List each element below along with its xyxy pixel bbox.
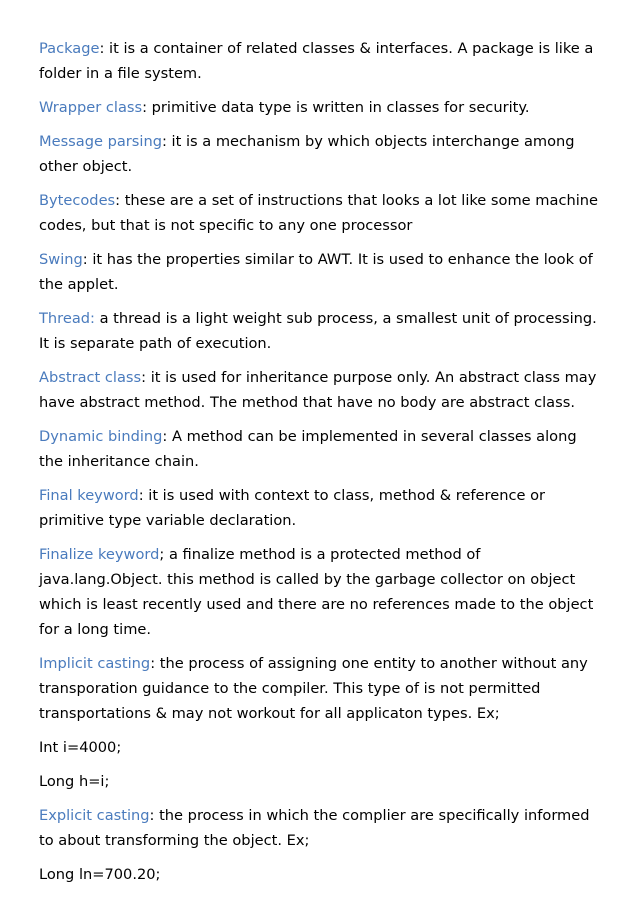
definition-text: ; a finalize method is a protected method of java.lang.Object. this method is called by the garbage collector on object which is least recently used and there are no references made to the object for a long time. xyxy=(39,546,594,638)
term-swing: Swing xyxy=(39,251,83,268)
definition-text: : it is a mechanism by which objects interchange among other object. xyxy=(39,133,575,175)
definition-text: : it is a container of related classes & interfaces. A package is like a folder in a file system. xyxy=(39,40,594,82)
definition-text: : the process in which the complier are specifically informed to about transforming the object. Ex; xyxy=(39,807,590,849)
definition-final-keyword xyxy=(39,483,599,533)
definition-text: : these are a set of instructions that looks a lot like some machine codes, but that is not specific to any one processor xyxy=(39,192,598,234)
term-abstract-class: Abstract class xyxy=(39,369,142,386)
term-wrapper-class: Wrapper class xyxy=(39,99,143,116)
definition-explicit-casting xyxy=(39,803,599,853)
code-line-int xyxy=(39,735,599,760)
definition-package xyxy=(39,36,599,86)
definition-text: : it is used for inheritance purpose only. An abstract class may have abstract method. The method that have no body are abstract class. xyxy=(39,369,597,411)
term-final-keyword: Final keyword xyxy=(39,487,139,504)
definition-wrapper-class xyxy=(39,95,599,120)
definition-bytecodes xyxy=(39,188,599,238)
code-line-long-h xyxy=(39,769,599,794)
term-finalize-keyword: Finalize keyword xyxy=(39,546,160,563)
term-explicit-casting: Explicit casting xyxy=(39,807,150,824)
term-dynamic-binding: Dynamic binding xyxy=(39,428,163,445)
definition-text: : the process of assigning one entity to another without any transporation guidance to the compiler. This type of is not permitted transportations & may not workout for all applicaton types. Ex; xyxy=(39,655,588,722)
term-package: Package xyxy=(39,40,100,57)
code-text: Int i=4000; xyxy=(39,739,122,756)
definition-swing xyxy=(39,247,599,297)
code-line-long-ln xyxy=(39,862,599,887)
definition-implicit-casting xyxy=(39,651,599,726)
definition-text: : A method can be implemented in several classes along the inheritance chain. xyxy=(39,428,577,470)
definition-finalize-keyword xyxy=(39,542,599,642)
definition-text: : it has the properties similar to AWT. It is used to enhance the look of the applet. xyxy=(39,251,593,293)
definition-thread xyxy=(39,306,599,356)
definition-text: : it is used with context to class, method & reference or primitive type variable declaration. xyxy=(39,487,546,529)
document-page xyxy=(39,36,599,896)
term-implicit-casting: Implicit casting xyxy=(39,655,151,672)
code-text: Long ln=700.20; xyxy=(39,866,161,883)
term-message-parsing: Message parsing xyxy=(39,133,162,150)
code-text: Long h=i; xyxy=(39,773,110,790)
definition-dynamic-binding xyxy=(39,424,599,474)
definition-text: a thread is a light weight sub process, a smallest unit of processing. It is separate path of execution. xyxy=(39,310,597,352)
term-thread: Thread: xyxy=(39,310,95,327)
term-bytecodes: Bytecodes xyxy=(39,192,116,209)
definition-text: : primitive data type is written in classes for security. xyxy=(142,99,530,116)
definition-message-parsing xyxy=(39,129,599,179)
definition-abstract-class xyxy=(39,365,599,415)
